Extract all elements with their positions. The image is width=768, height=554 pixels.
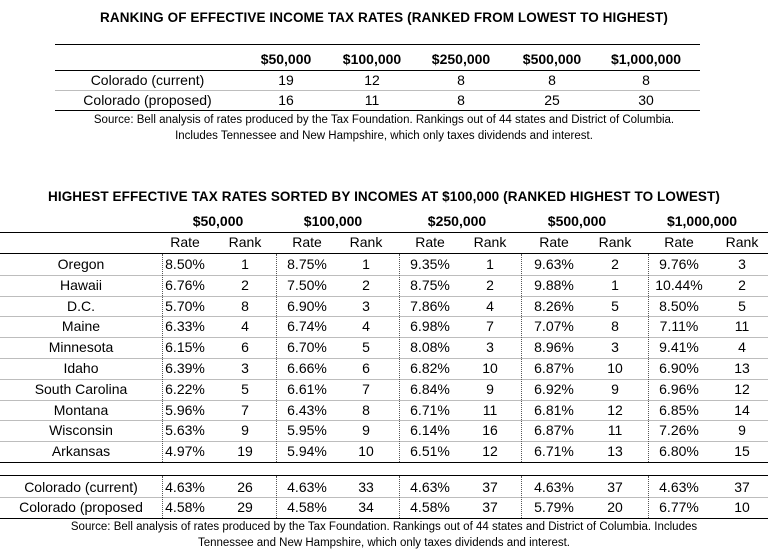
table1-top-rule [55, 44, 700, 45]
table1-cell: 16 [278, 92, 294, 108]
table2-colorado-label: Colorado (current) [24, 479, 138, 495]
table2-group-divider [521, 476, 522, 518]
table2-rank-subheader: Rank [598, 234, 632, 250]
table2-rate-cell: 6.85% [659, 401, 699, 418]
table2-rank-cell: 12 [482, 443, 498, 460]
table1-header-col: $1,000,000 [610, 51, 682, 67]
table2-rate-cell: 7.07% [534, 318, 574, 335]
table2-state-label: South Carolina [34, 380, 128, 397]
table1-header-col: $50,000 [260, 51, 312, 67]
table2-source-line2: Tennessee and New Hampshire, which only taxes dividends and interest. [197, 537, 571, 549]
table1-cell: 11 [364, 92, 380, 108]
table2-rank-cell: 11 [607, 422, 623, 439]
table2-rate-cell: 6.82% [410, 360, 450, 376]
table2-rank-cell: 8 [241, 297, 249, 314]
table2-title: HIGHEST EFFECTIVE TAX RATES SORTED BY INCOMES AT $100,000 (RANKED HIGHEST TO LOWEST) [48, 189, 720, 204]
table2-group-divider [399, 254, 400, 462]
table2-rate-cell: 4.63% [287, 479, 327, 495]
table2-rate-cell: 6.71% [410, 401, 450, 418]
table2-rate-cell: 10.44% [655, 276, 703, 293]
table2-rate-cell: 8.75% [287, 256, 327, 272]
table2-rank-cell: 3 [486, 339, 494, 356]
table2-rank-cell: 5 [738, 297, 746, 314]
table2-rank-cell: 8 [611, 318, 619, 335]
table2-rank-cell: 37 [607, 479, 623, 495]
table2-rank-cell: 34 [358, 499, 374, 515]
table2-rate-cell: 6.74% [287, 318, 327, 335]
table2-rank-cell: 13 [607, 443, 623, 460]
table2-rank-cell: 5 [241, 380, 249, 397]
table2-rate-cell: 8.75% [410, 276, 450, 293]
table2-rate-cell: 4.97% [165, 443, 205, 460]
table2-rate-cell: 8.50% [659, 297, 699, 314]
table2-group-divider [162, 254, 163, 462]
table2-rank-subheader: Rank [349, 234, 383, 250]
table2-income-header: $1,000,000 [666, 213, 738, 229]
table2-rate-cell: 4.58% [165, 499, 205, 515]
table2-rank-cell: 14 [734, 401, 750, 418]
table2-rank-cell: 37 [482, 479, 498, 495]
table1-source-line1: Source: Bell analysis of rates produced by the Tax Foundation. Rankings out of 44 states and District of Columbia. [93, 114, 675, 126]
table2-state-label: Montana [53, 401, 109, 418]
table2-rate-cell: 4.63% [659, 479, 699, 495]
table1-header-col: $500,000 [522, 51, 582, 67]
table2-rate-cell: 5.95% [287, 422, 327, 439]
table2-rate-subheader: Rate [415, 234, 445, 250]
table2-rate-cell: 8.50% [165, 256, 205, 272]
table1-cell: 25 [544, 92, 560, 108]
table2-rank-cell: 8 [362, 401, 370, 418]
table2-rank-cell: 13 [734, 360, 750, 376]
table2-rank-cell: 16 [482, 422, 498, 439]
table2-rate-cell: 8.96% [534, 339, 574, 356]
table2-rank-cell: 6 [362, 360, 370, 376]
table2-rate-cell: 6.15% [165, 339, 205, 356]
table2-rank-cell: 3 [241, 360, 249, 376]
table1-cell: 30 [638, 92, 654, 108]
table2-rank-cell: 10 [358, 443, 374, 460]
table2-rate-cell: 6.90% [287, 297, 327, 314]
table1-header-col: $250,000 [431, 51, 491, 67]
table2-rate-cell: 6.90% [659, 360, 699, 376]
table1-source-line2: Includes Tennessee and New Hampshire, which only taxes dividends and interest. [175, 130, 593, 142]
table2-rank-cell: 3 [611, 339, 619, 356]
table2-rank-cell: 37 [734, 479, 750, 495]
table2-rank-cell: 12 [734, 380, 750, 397]
table2-state-label: Minnesota [48, 339, 114, 356]
table2-rate-cell: 7.86% [410, 297, 450, 314]
table2-state-label: D.C. [67, 297, 95, 314]
table2-rank-cell: 3 [362, 297, 370, 314]
table2-state-label: Oregon [57, 256, 105, 272]
table2-rate-cell: 5.79% [534, 499, 574, 515]
table2-rank-subheader: Rank [725, 234, 759, 250]
table2-state-label: Wisconsin [49, 422, 113, 439]
table1-header-col: $100,000 [342, 51, 402, 67]
table2-rank-cell: 1 [611, 276, 619, 293]
table2-rank-cell: 26 [237, 479, 253, 495]
table2-rank-cell: 6 [241, 339, 249, 356]
table2-rate-cell: 6.77% [659, 499, 699, 515]
table2-rate-cell: 5.96% [165, 401, 205, 418]
table2-rate-cell: 6.80% [659, 443, 699, 460]
table2-rank-cell: 2 [241, 276, 249, 293]
table2-state-label: Arkansas [51, 443, 111, 460]
table2-group-divider [648, 254, 649, 462]
table2-rank-cell: 2 [738, 276, 746, 293]
table2-rank-cell: 4 [486, 297, 494, 314]
table2-income-header: $50,000 [192, 213, 244, 229]
table2-rate-cell: 7.26% [659, 422, 699, 439]
table2-rank-cell: 1 [486, 256, 494, 272]
table2-rank-cell: 9 [486, 380, 494, 397]
table2-rate-subheader: Rate [292, 234, 322, 250]
table2-rank-cell: 4 [241, 318, 249, 335]
table2-rate-cell: 4.63% [534, 479, 574, 495]
table2-rank-cell: 9 [611, 380, 619, 397]
table2-income-header: $100,000 [303, 213, 363, 229]
table2-group-divider [276, 254, 277, 462]
table2-rank-cell: 10 [734, 499, 750, 515]
table2-rank-cell: 4 [362, 318, 370, 335]
table2-rank-cell: 29 [237, 499, 253, 515]
table2-rate-cell: 9.76% [659, 256, 699, 272]
table2-income-header: $250,000 [427, 213, 487, 229]
table2-state-label: Maine [61, 318, 101, 335]
table2-rate-cell: 6.87% [534, 422, 574, 439]
table2-rank-cell: 9 [738, 422, 746, 439]
table2-rate-cell: 8.26% [534, 297, 574, 314]
table2-rate-cell: 6.92% [534, 380, 574, 397]
table1-cell: 8 [548, 72, 556, 88]
table2-rank-cell: 9 [362, 422, 370, 439]
table2-rate-cell: 6.66% [287, 360, 327, 376]
table2-rank-cell: 20 [607, 499, 623, 515]
table2-income-header: $500,000 [547, 213, 607, 229]
table2-rank-cell: 33 [358, 479, 374, 495]
table1-title: RANKING OF EFFECTIVE INCOME TAX RATES (RANKED FROM LOWEST TO HIGHEST) [100, 10, 668, 25]
table2-rate-cell: 6.70% [287, 339, 327, 356]
table2-rank-cell: 10 [482, 360, 498, 376]
table2-rank-cell: 3 [738, 256, 746, 272]
table1-row-label: Colorado (proposed) [83, 92, 212, 108]
table2-colorado-top-rule [0, 475, 768, 476]
table2-rank-cell: 7 [241, 401, 249, 418]
table2-rank-cell: 5 [611, 297, 619, 314]
table2-rank-subheader: Rank [228, 234, 262, 250]
table2-rate-cell: 9.88% [534, 276, 574, 293]
table2-rank-cell: 4 [738, 339, 746, 356]
table1-cell: 8 [642, 72, 650, 88]
table2-rate-cell: 9.41% [659, 339, 699, 356]
table2-rate-cell: 9.35% [410, 256, 450, 272]
table2-rate-cell: 4.58% [410, 499, 450, 515]
table2-rank-cell: 12 [607, 401, 623, 418]
table2-rate-cell: 6.96% [659, 380, 699, 397]
table2-rank-cell: 2 [611, 256, 619, 272]
table2-state-label: Hawaii [59, 276, 102, 293]
table2-group-divider [648, 476, 649, 518]
table2-rate-cell: 6.22% [165, 380, 205, 397]
table2-rank-cell: 9 [241, 422, 249, 439]
table2-rank-cell: 2 [486, 276, 494, 293]
table2-rate-cell: 5.63% [165, 422, 205, 439]
table1-cell: 8 [457, 92, 465, 108]
table1-cell: 19 [278, 72, 294, 88]
table2-rate-cell: 7.11% [659, 318, 699, 335]
table2-rank-cell: 5 [362, 339, 370, 356]
table2-source-line1: Source: Bell analysis of rates produced by the Tax Foundation. Rankings out of 44 states and District of Columbia. Includes [70, 521, 698, 533]
table2-rank-subheader: Rank [473, 234, 507, 250]
table2-rate-cell: 6.76% [165, 276, 205, 293]
table2-rank-cell: 1 [241, 256, 249, 272]
table2-rank-cell: 7 [486, 318, 494, 335]
table2-main-bottom-rule [0, 462, 768, 463]
table2-state-label: Idaho [63, 360, 99, 376]
table2-rate-cell: 6.61% [287, 380, 327, 397]
table1-bottom-rule [55, 110, 700, 111]
table2-rate-subheader: Rate [664, 234, 694, 250]
table2-group-divider [276, 476, 277, 518]
table2-colorado-label: Colorado (proposed [19, 499, 143, 515]
table2-rate-cell: 4.63% [165, 479, 205, 495]
table2-rate-subheader: Rate [539, 234, 569, 250]
table2-group-divider [521, 254, 522, 462]
table2-rate-subheader: Rate [170, 234, 200, 250]
table2-rank-cell: 10 [607, 360, 623, 376]
table2-group-divider [399, 476, 400, 518]
table2-rank-cell: 37 [482, 499, 498, 515]
table2-group-divider [162, 476, 163, 518]
table2-rate-cell: 8.08% [410, 339, 450, 356]
table2-rate-cell: 4.63% [410, 479, 450, 495]
table2-rank-cell: 7 [362, 380, 370, 397]
table2-rate-cell: 5.70% [165, 297, 205, 314]
table2-rate-cell: 6.43% [287, 401, 327, 418]
table2-rate-cell: 6.81% [534, 401, 574, 418]
table2-rank-cell: 11 [482, 401, 498, 418]
table2-rank-cell: 15 [734, 443, 750, 460]
table2-rate-cell: 6.71% [534, 443, 574, 460]
table2-rate-cell: 6.87% [534, 360, 574, 376]
table2-rank-cell: 1 [362, 256, 370, 272]
table2-rank-cell: 2 [362, 276, 370, 293]
table2-rate-cell: 6.14% [410, 422, 450, 439]
table1-cell: 8 [457, 72, 465, 88]
table2-rate-cell: 4.58% [287, 499, 327, 515]
table1-row-label: Colorado (current) [90, 72, 205, 88]
table2-rate-cell: 6.33% [165, 318, 205, 335]
table2-rank-cell: 11 [734, 318, 750, 335]
table2-rank-cell: 19 [237, 443, 253, 460]
table2-rate-cell: 9.63% [534, 256, 574, 272]
table2-rate-cell: 7.50% [287, 276, 327, 293]
table2-rate-cell: 6.84% [410, 380, 450, 397]
table2-rate-cell: 6.39% [165, 360, 205, 376]
table2-rate-cell: 6.98% [410, 318, 450, 335]
table1-cell: 12 [364, 72, 380, 88]
table2-rate-cell: 5.94% [287, 443, 327, 460]
table2-rate-cell: 6.51% [410, 443, 450, 460]
